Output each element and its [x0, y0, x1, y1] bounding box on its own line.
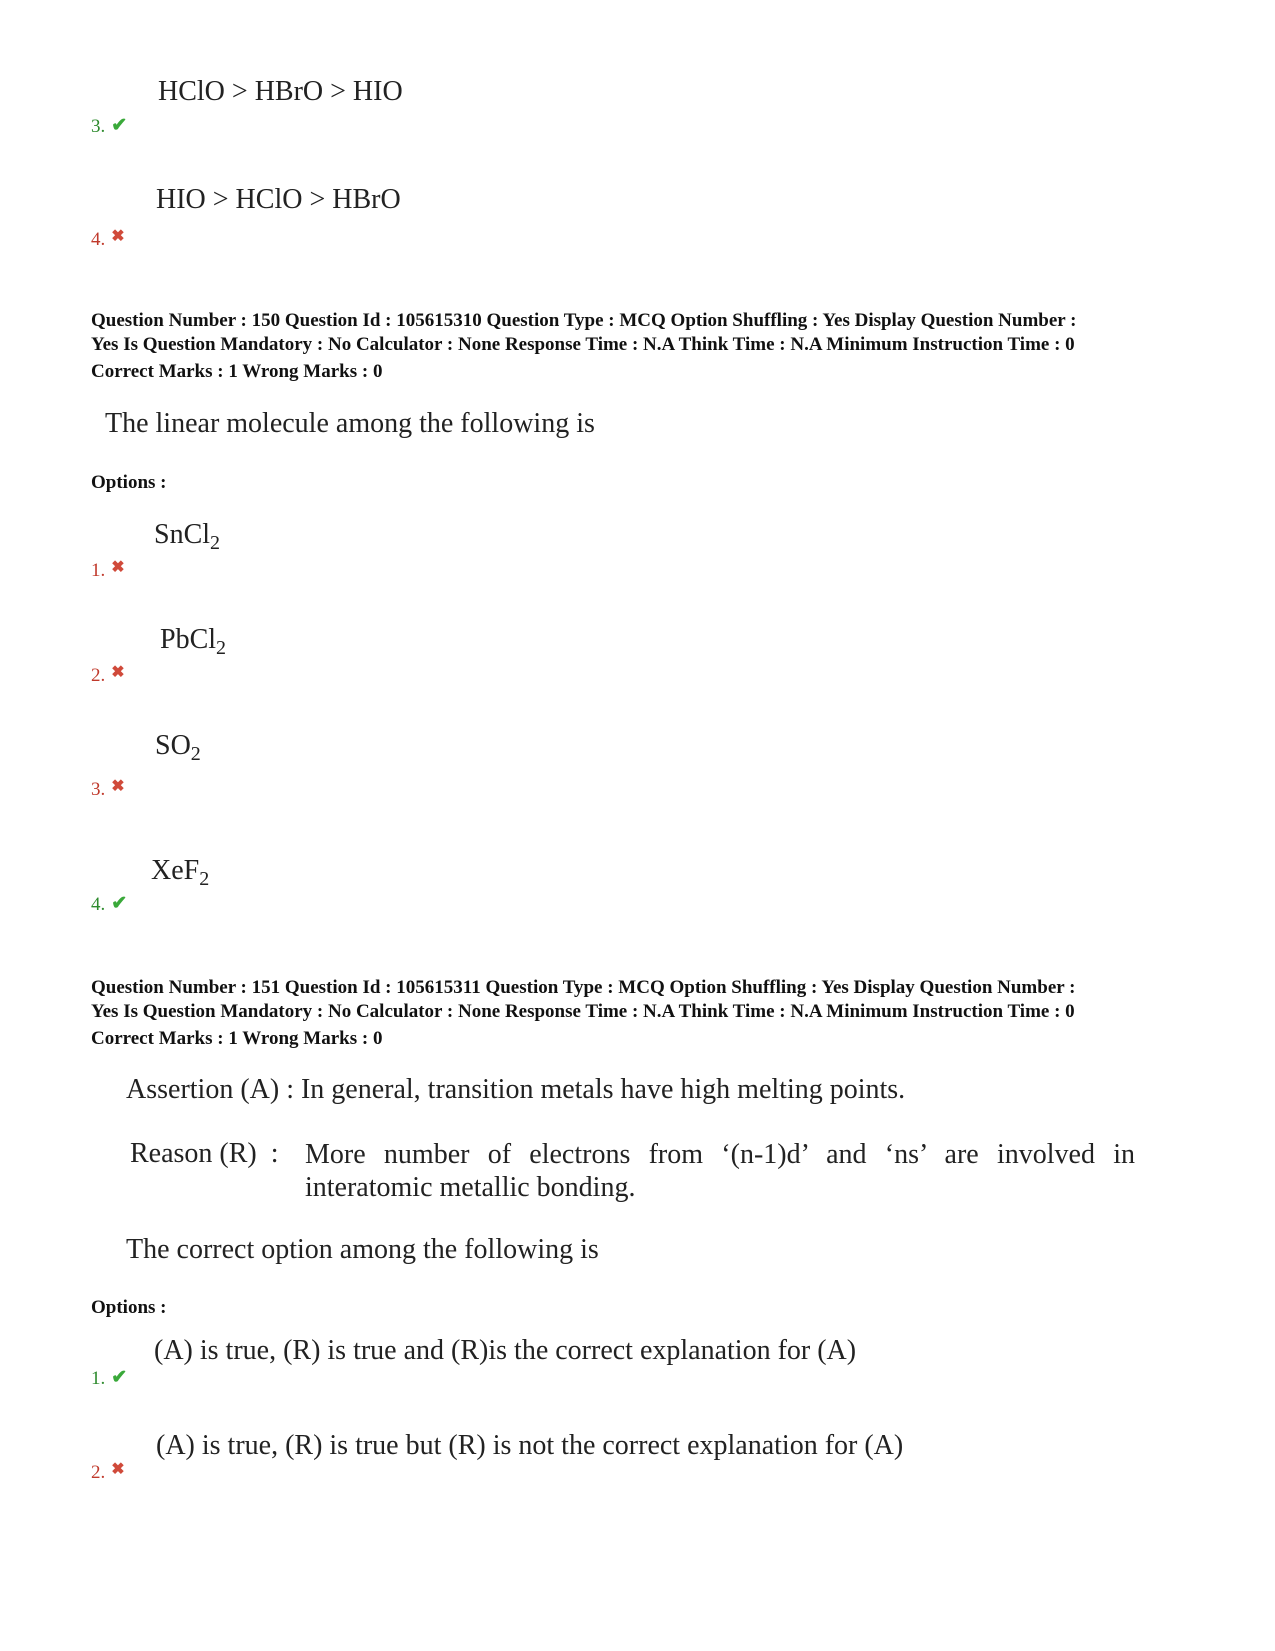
option-number: 1. [91, 560, 106, 581]
cross-mark-icon: ✖ [111, 559, 125, 576]
q150-option-3-text [155, 730, 201, 765]
option-number: 3. [91, 779, 106, 800]
q149-option-4 [91, 227, 125, 250]
q149-option-3 [91, 116, 127, 137]
q150-marks: Correct Marks : 1 Wrong Marks : 0 [91, 361, 383, 382]
q150-option-3 [91, 777, 125, 800]
q151-meta-line1: Question Number : 151 Question Id : 105615311 Question Type : MCQ Option Shuffling : Yes Display Question Number : [91, 977, 1076, 998]
formula-subscript: 2 [216, 637, 227, 659]
q150-option-2-text [160, 624, 227, 659]
q151-options-label: Options : [91, 1297, 167, 1318]
formula-base: XeF [151, 855, 200, 886]
check-mark-icon: ✔ [111, 1367, 128, 1388]
option-number: 4. [91, 229, 106, 250]
option-number: 3. [91, 116, 106, 137]
q151-option-1-text: (A) is true, (R) is true and (R)is the correct explanation for (A) [154, 1335, 857, 1366]
cross-mark-icon: ✖ [111, 228, 125, 245]
q151-reason-label: Reason (R) : [130, 1138, 279, 1169]
q150-question-text: The linear molecule among the following is [105, 408, 595, 439]
q151-marks: Correct Marks : 1 Wrong Marks : 0 [91, 1028, 383, 1049]
option-number: 4. [91, 894, 106, 915]
formula-subscript: 2 [190, 743, 201, 765]
q151-assertion: Assertion (A) : In general, transition metals have high melting points. [126, 1074, 906, 1105]
cross-mark-icon: ✖ [111, 1461, 125, 1478]
check-mark-icon: ✔ [111, 115, 128, 136]
formula-base: SO [155, 730, 191, 761]
q151-meta [91, 976, 1201, 1024]
cross-mark-icon: ✖ [111, 778, 125, 795]
cross-mark-icon: ✖ [111, 664, 125, 681]
q150-option-4-text [151, 855, 210, 890]
q151-question-text: The correct option among the following is [126, 1234, 599, 1265]
formula-base: PbCl [160, 624, 217, 655]
q151-option-2 [91, 1460, 125, 1483]
option-number: 2. [91, 1462, 106, 1483]
option-number: 1. [91, 1368, 106, 1389]
q149-option-4-text: HIO > HClO > HBrO [156, 184, 401, 215]
q150-meta [91, 309, 1201, 357]
q150-meta-line1: Question Number : 150 Question Id : 105615310 Question Type : MCQ Option Shuffling : Yes Display Question Number : [91, 310, 1077, 331]
option-number: 2. [91, 665, 106, 686]
q150-meta-line2: Yes Is Question Mandatory : No Calculator : None Response Time : N.A Think Time : N.A Minimum Instruction Time : 0 [91, 334, 1075, 355]
formula-subscript: 2 [210, 532, 221, 554]
q150-options-label: Options : [91, 472, 167, 493]
q149-option-3-text: HClO > HBrO > HIO [158, 76, 403, 107]
q151-option-1 [91, 1368, 127, 1389]
q150-option-1-text [154, 519, 221, 554]
q151-reason-text: More number of electrons from ‘(n-1)d’ and ‘ns’ are involved in interatomic metallic bonding. [305, 1139, 1135, 1203]
q150-option-2 [91, 663, 125, 686]
q151-meta-line2: Yes Is Question Mandatory : No Calculator : None Response Time : N.A Think Time : N.A Minimum Instruction Time : 0 [91, 1001, 1075, 1022]
formula-subscript: 2 [199, 868, 210, 890]
q150-option-4 [91, 894, 127, 915]
q150-option-1 [91, 558, 125, 581]
q151-option-2-text: (A) is true, (R) is true but (R) is not the correct explanation for (A) [156, 1430, 904, 1461]
formula-base: SnCl [154, 519, 211, 550]
check-mark-icon: ✔ [111, 893, 128, 914]
